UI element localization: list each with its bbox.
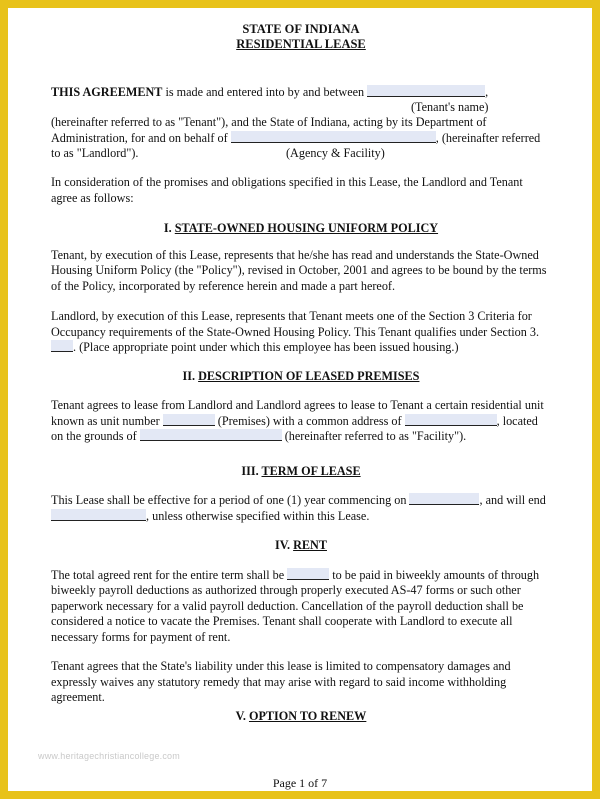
agency-facility-field[interactable] xyxy=(231,131,436,143)
header-state: STATE OF INDIANA xyxy=(242,22,360,36)
common-address-field[interactable] xyxy=(405,414,497,426)
page-number: Page 1 of 7 xyxy=(272,776,328,790)
watermark: www.heritagechristiancollege.com xyxy=(38,751,180,761)
document-page xyxy=(8,8,592,791)
intro-paragraph-2: (hereinafter referred to as "Tenant"), and the State of Indiana, acting by its Department of Administration, for and on behalf of , (hereinafter referred to as "Landlord"). xyxy=(51,115,541,160)
section-4-heading: IV. RENT xyxy=(275,538,327,552)
section-1-paragraph-1: Tenant, by execution of this Lease, represents that he/she has read and understands the State-Owned Housing Uniform Policy (the "Policy"), revised in October, 2001 and agrees to be bound by the terms of the Policy, incorporated by reference herein and made a part hereof. xyxy=(51,247,547,293)
intro-lead: THIS AGREEMENT xyxy=(51,85,163,99)
facility-grounds-field[interactable] xyxy=(140,429,282,441)
lease-document xyxy=(51,22,551,724)
section-2-paragraph: Tenant agrees to lease from Landlord and Landlord agrees to lease to Tenant a certain residential unit known as unit number (Premises) with a common address of , located on the grounds of (hereinafter referred to as "Facility"). xyxy=(51,398,544,443)
section-1-paragraph-2: Landlord, by execution of this Lease, represents that Tenant meets one of the Section 3 Criteria for Occupancy requirements of the State-Owned Housing Policy. This Tenant qualifies under Section 3.. (Place appropriate point under which this employee has been issued housing.) xyxy=(51,309,539,354)
section-2-heading: II. DESCRIPTION OF LEASED PREMISES xyxy=(182,368,420,383)
agency-caption: (Agency & Facility) xyxy=(286,145,385,160)
start-date-field[interactable] xyxy=(409,493,479,505)
header-title: RESIDENTIAL LEASE xyxy=(236,37,366,51)
section-4-paragraph-1: The total agreed rent for the entire term shall be to be paid in biweekly amounts of through biweekly payroll deductions as authorized through properly executed AS-47 forms or such other paperwork necessary for a valid payroll deduction. Cancellation of the payroll deduction shall be considered a notice to vacate the Premises. Tenant shall cooperate with Landlord to execute all necessary forms for payment of rent. xyxy=(51,567,540,644)
end-date-field[interactable] xyxy=(51,509,146,521)
consideration-paragraph: In consideration of the promises and obligations specified in this Lease, the Landlord and Tenant agree as follows: xyxy=(51,175,523,205)
section-5-heading: V. OPTION TO RENEW xyxy=(235,708,367,723)
tenant-name-caption: (Tenant's name) xyxy=(411,99,489,114)
tenant-name-field[interactable] xyxy=(367,85,485,97)
intro-paragraph: THIS AGREEMENT is made and entered into by and between , xyxy=(51,85,489,99)
section-3-heading: III. TERM OF LEASE xyxy=(241,463,361,478)
section-1-heading: I. STATE-OWNED HOUSING UNIFORM POLICY xyxy=(163,221,439,235)
section-4-paragraph-2: Tenant agrees that the State's liability under this lease is limited to compensatory damages and expressly waives any statutory remedy that may arise with regard to said income withholding agreement. xyxy=(51,659,511,704)
section-3-point-field[interactable] xyxy=(51,340,73,352)
total-rent-field[interactable] xyxy=(287,568,329,580)
section-3-paragraph: This Lease shall be effective for a period of one (1) year commencing on , and will end , unless otherwise specified within this Lease. xyxy=(51,493,546,523)
unit-number-field[interactable] xyxy=(163,414,215,426)
